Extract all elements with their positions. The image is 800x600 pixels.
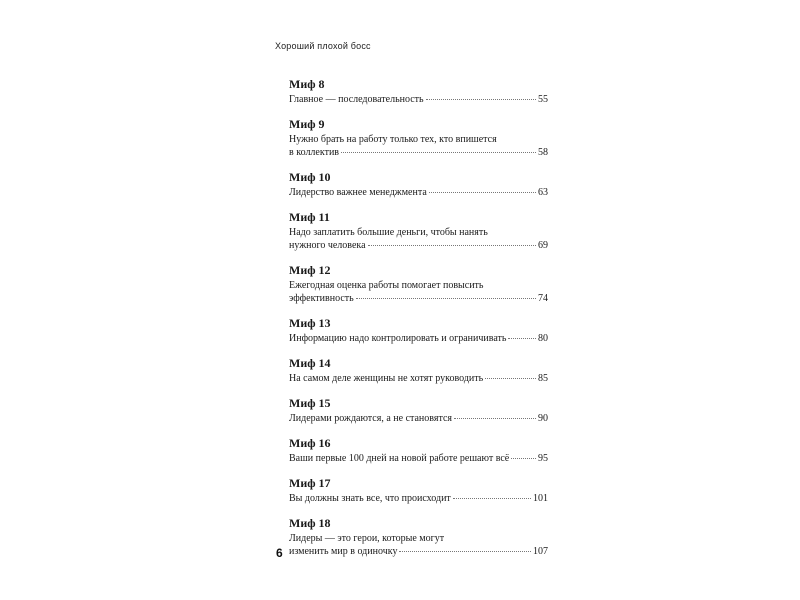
toc-entry-page-number: 69: [538, 240, 548, 251]
toc-entry-page-number: 55: [538, 94, 548, 105]
toc-entry-title-line: изменить мир в одиночку: [289, 546, 398, 557]
toc-entry-title-line: Вы должны знать все, что происходит: [289, 493, 451, 504]
toc-entry-title-row: [289, 452, 548, 465]
dot-leader: [453, 498, 531, 499]
running-head: Хороший плохой босс: [275, 41, 371, 51]
table-of-contents: [289, 77, 548, 569]
toc-entry-heading: Миф 12: [289, 263, 331, 277]
toc-entry-title-row: [289, 545, 548, 558]
toc-entry-title-line: Ваши первые 100 дней на новой работе решают всё: [289, 453, 510, 464]
toc-entry-title-row: [289, 492, 548, 505]
toc-entry-title-line: Информацию надо контролировать и ограничивать: [289, 333, 507, 344]
dot-leader: [341, 152, 536, 153]
dot-leader: [429, 192, 536, 193]
toc-entry-title-line: в коллектив: [289, 147, 340, 158]
toc-entry-heading: Миф 14: [289, 356, 331, 370]
toc-entry-title-row: [289, 93, 548, 106]
toc-entry: [289, 170, 548, 199]
toc-entry-page-number: 90: [538, 413, 548, 424]
toc-entry-heading: Миф 17: [289, 476, 331, 490]
toc-entry-title-line: Лидерство важнее менеджмента: [289, 187, 427, 198]
toc-entry: [289, 516, 548, 558]
toc-entry: [289, 117, 548, 159]
toc-entry-title-row: [289, 412, 548, 425]
dot-leader: [356, 298, 536, 299]
toc-entry-title-row: [289, 186, 548, 199]
toc-entry: [289, 436, 548, 465]
toc-entry-title-line: Нужно брать на работу только тех, кто впишется: [289, 134, 497, 145]
toc-entry-heading: Миф 16: [289, 436, 331, 450]
toc-entry: [289, 316, 548, 345]
toc-entry-title-line: Ежегодная оценка работы помогает повысить: [289, 280, 484, 291]
toc-entry-heading: Миф 18: [289, 516, 331, 530]
dot-leader: [485, 378, 536, 379]
toc-entry: [289, 263, 548, 305]
toc-entry: [289, 396, 548, 425]
page-number: 6: [276, 546, 283, 560]
toc-entry-page-number: 101: [533, 493, 548, 504]
toc-entry-title-line: Лидерами рождаются, а не становятся: [289, 413, 453, 424]
dot-leader: [508, 338, 536, 339]
toc-entry-title-line: Главное — последовательность: [289, 94, 424, 105]
toc-entry-heading: Миф 8: [289, 77, 325, 91]
dot-leader: [426, 99, 536, 100]
toc-entry-page-number: 63: [538, 187, 548, 198]
toc-entry-heading: Миф 13: [289, 316, 331, 330]
toc-entry-heading: Миф 9: [289, 117, 325, 131]
toc-entry-title-row: [289, 332, 548, 345]
toc-entry-title-row: [289, 239, 548, 252]
toc-entry-title-row: [289, 292, 548, 305]
dot-leader: [511, 458, 536, 459]
toc-entry-page-number: 80: [538, 333, 548, 344]
toc-entry-title-row: [289, 372, 548, 385]
toc-entry-page-number: 107: [533, 546, 548, 557]
toc-entry-title-line: нужного человека: [289, 240, 366, 251]
dot-leader: [454, 418, 536, 419]
toc-entry-title-line: Лидеры — это герои, которые могут: [289, 533, 445, 544]
toc-entry-heading: Миф 15: [289, 396, 331, 410]
toc-entry: [289, 210, 548, 252]
toc-entry-page-number: 85: [538, 373, 548, 384]
toc-entry: [289, 77, 548, 106]
dot-leader: [368, 245, 536, 246]
toc-entry-heading: Миф 10: [289, 170, 331, 184]
toc-entry-heading: Миф 11: [289, 210, 330, 224]
toc-entry-page-number: 58: [538, 147, 548, 158]
toc-entry-title-row: [289, 146, 548, 159]
dot-leader: [399, 551, 531, 552]
toc-entry: [289, 356, 548, 385]
toc-entry-page-number: 74: [538, 293, 548, 304]
toc-entry-title-line: На самом деле женщины не хотят руководить: [289, 373, 484, 384]
toc-entry-title-line: эффективность: [289, 293, 354, 304]
toc-entry-title-line: Надо заплатить большие деньги, чтобы нанять: [289, 227, 488, 238]
toc-entry: [289, 476, 548, 505]
toc-entry-page-number: 95: [538, 453, 548, 464]
